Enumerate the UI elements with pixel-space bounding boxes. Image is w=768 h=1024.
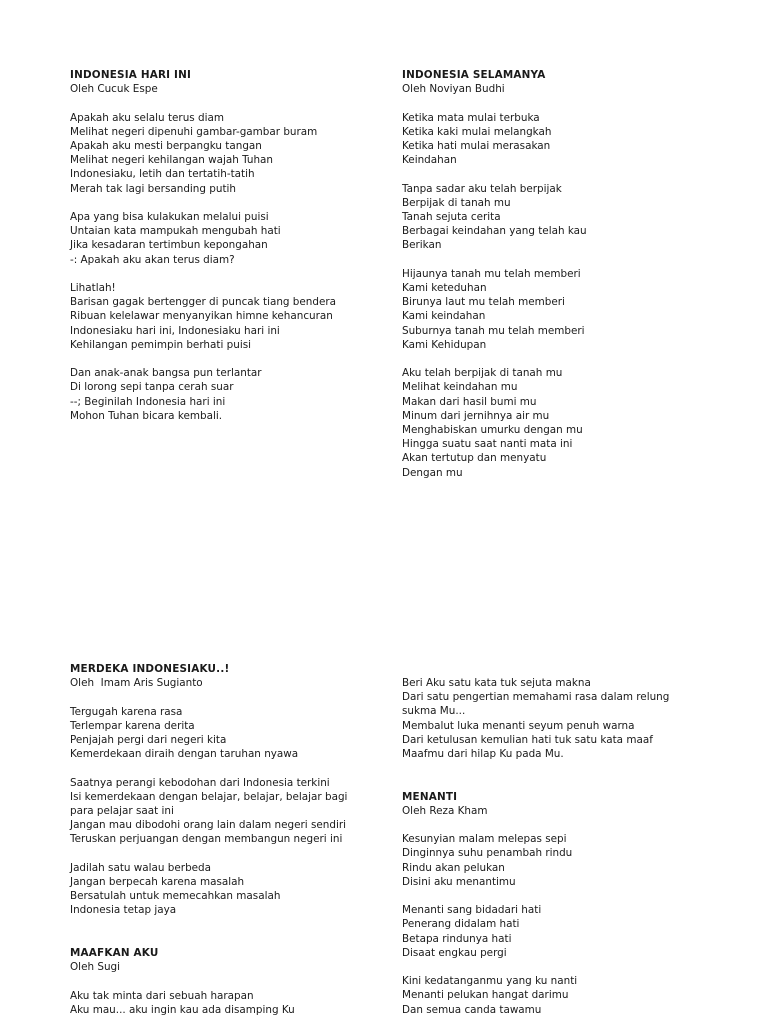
poem-line: Saatnya perangi kebodohan dari Indonesia terkini [70,776,330,789]
poem-line: Disaat engkau pergi [402,946,507,959]
poem-line: Kesunyian malam melepas sepi [402,833,567,846]
poem-line: Berbagai keindahan yang telah kau [402,225,587,238]
poem-line: Penjajah pergi dari negeri kita [70,734,227,746]
poem-line: Keindahan [402,154,457,167]
poem-line: Isi kemerdekaan dengan belajar, belajar, belajar bagi para pelajar saat ini [70,790,348,817]
poem-author: Oleh Cucuk Espe [70,83,158,96]
poem-maafkan-aku [70,946,370,1017]
poem-line: Aku telah berpijak di tanah mu [402,367,563,380]
poem-line: Di lorong sepi tanpa cerah suar [70,381,234,394]
poem-line: Kami keindahan [402,310,486,323]
poem-line: Disini aku menantimu [402,875,516,888]
poem-line: Beri Aku satu kata tuk sejuta makna [402,677,591,689]
poem-line: Melihat keindahan mu [402,381,518,394]
poem-line: Tanah sejuta cerita [402,211,501,223]
poem-title: INDONESIA SELAMANYA [402,69,546,81]
poem-line: Jika kesadaran tertimbun kepongahan [70,239,268,252]
poem-line: Untaian kata mampukah mengubah hati [70,225,281,238]
poem-line: Menanti sang bidadari hati [402,904,542,917]
poem-line: Jadilah satu walau berbeda [70,861,212,874]
poem-line: Dari ketulusan kemulian hati tuk satu kata maaf [402,733,653,746]
poem-line: Jangan berpecah karena masalah [70,876,245,888]
poem-line: Kami keteduhan [402,282,487,294]
poem-line: Bersatulah untuk memecahkan masalah [70,890,281,903]
poem-line: --; Beginilah Indonesia hari ini [70,395,226,408]
poem-indonesia-selamanya [402,68,742,480]
poem-line: Kemerdekaan diraih dengan taruhan nyawa [70,748,299,761]
poem-line: Ketika kaki mulai melangkah [402,125,552,138]
poem-line: Kini kedatanganmu yang ku nanti [402,975,578,988]
poem-line: Tanpa sadar aku telah berpijak [402,182,562,195]
poem-line: Hingga suatu saat nanti mata ini [402,438,573,451]
poem-line: Melihat negeri kehilangan wajah Tuhan [70,154,273,167]
poem-indonesia-hari-ini [70,68,410,423]
poem-line: Lihatlah! [70,282,116,294]
poem-title: MAAFKAN AKU [70,946,159,959]
poem-line: Tergugah karena rasa [70,705,183,718]
poem-line: Aku tak minta dari sebuah harapan [70,989,254,1002]
poem-line: Kehilangan pemimpin berhati puisi [70,338,252,351]
poem-line: Dan anak-anak bangsa pun terlantar [70,367,262,380]
poem-line: Indonesiaku, letih dan tertatih-tatih [70,168,255,181]
poem-line: Dengan mu [402,466,463,479]
poem-line: Apa yang bisa kulakukan melalui puisi [70,211,269,223]
poem-author: Oleh Sugi [70,961,121,974]
poem-line: Apakah aku selalu terus diam [70,111,224,124]
poem-line: Dinginnya suhu penambah rindu [402,847,573,860]
poem-line: Maafmu dari hilap Ku pada Mu. [402,748,564,761]
poem-line: -: Apakah aku akan terus diam? [70,253,235,266]
poem-line: Birunya laut mu telah memberi [402,296,565,309]
poem-line: Berikan [402,239,442,252]
poem-line: Membalut luka menanti seyum penuh warna [402,719,635,732]
poem-line: Akan tertutup dan menyatu [402,452,547,465]
poem-title: MERDEKA INDONESIAKU..! [70,663,230,675]
poem-line: Makan dari hasil bumi mu [402,395,537,408]
poem-line: Jangan mau dibodohi orang lain dalam negeri sendiri [70,819,347,832]
poem-line: Mohon Tuhan bicara kembali. [70,409,223,422]
poem-line: Terlempar karena derita [70,719,195,732]
poem-line: Kami Kehidupan [402,338,487,351]
poem-line: Indonesia tetap jaya [70,904,177,917]
poem-author: Oleh Reza Kham [402,804,488,817]
poem-line: Minum dari jernihnya air mu [402,409,550,422]
poem-line: Penerang didalam hati [402,918,520,931]
poem-line: Hijaunya tanah mu telah memberi [402,267,581,280]
poem-line: Menghabiskan umurku dengan mu [402,424,583,437]
poem-line: Ribuan kelelawar menyanyikan himne kehancuran [70,310,333,323]
poem-menanti [402,790,702,1017]
poem-line: Rindu akan pelukan [402,861,505,874]
poem-line: Berpijak di tanah mu [402,196,511,209]
poem-line: Teruskan perjuangan dengan membangun negeri ini [70,833,343,846]
poem-author: Oleh Imam Aris Sugianto [70,677,203,690]
poem-title: INDONESIA HARI INI [70,69,192,81]
poem-line: Melihat negeri dipenuhi gambar-gambar buram [70,125,318,138]
poem-line: Ketika hati mulai merasakan [402,140,551,152]
poem-line: Dari satu pengertian memahami rasa dalam relung sukma Mu... [402,691,670,718]
poem-maafkan-aku-continuation [402,676,702,1017]
poem-line: Aku mau... aku ingin kau ada disamping Ku [70,1003,295,1016]
poem-line: Merah tak lagi bersanding putih [70,182,237,195]
poem-merdeka-indonesiaku [70,662,370,1017]
poem-line: Indonesiaku hari ini, Indonesiaku hari ini [70,324,280,337]
poem-line: Suburnya tanah mu telah memberi [402,324,585,337]
poem-line: Dan semua canda tawamu [402,1003,542,1016]
poem-line: Menanti pelukan hangat darimu [402,989,569,1002]
poem-title: MENANTI [402,790,458,803]
poem-line: Apakah aku mesti berpangku tangan [70,140,262,152]
poem-author: Oleh Noviyan Budhi [402,83,505,96]
poem-line: Barisan gagak bertengger di puncak tiang bendera [70,296,337,309]
poem-line: Ketika mata mulai terbuka [402,111,540,124]
poem-line: Betapa rindunya hati [402,932,512,945]
